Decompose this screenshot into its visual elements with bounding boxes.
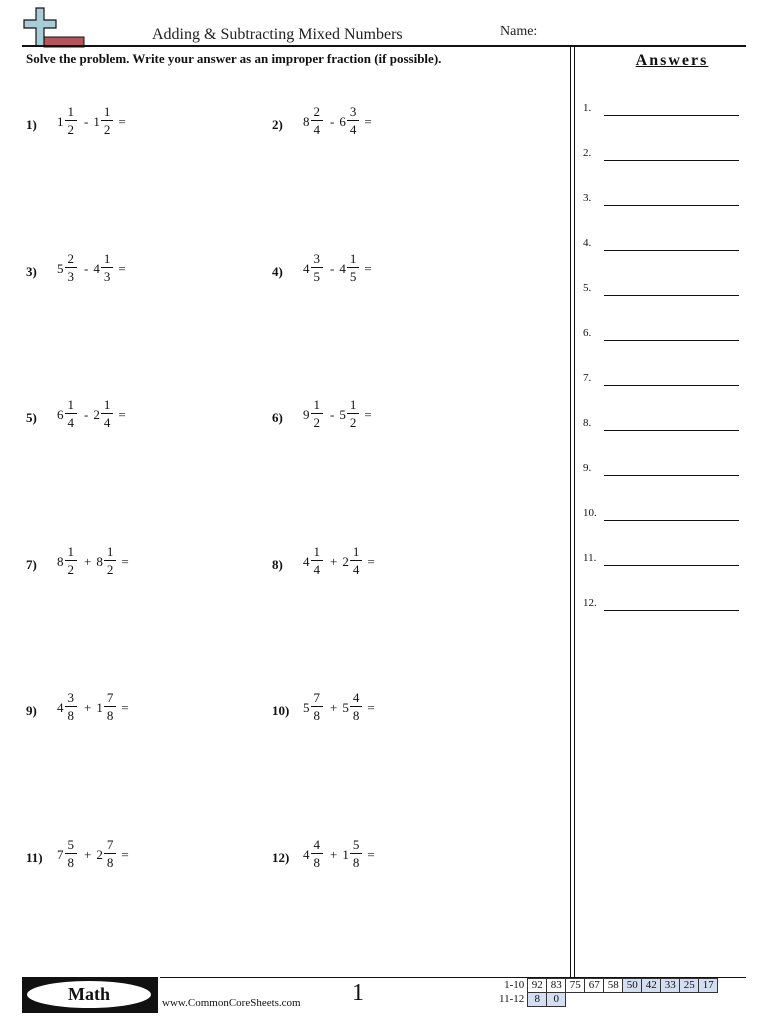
whole-number: 8 xyxy=(57,553,64,569)
fraction xyxy=(101,251,114,286)
score-cell: 75 xyxy=(566,979,585,993)
problem-number: 12) xyxy=(272,850,290,865)
score-cell: 25 xyxy=(680,979,699,993)
answer-row xyxy=(583,147,739,165)
fraction xyxy=(311,251,324,286)
fraction xyxy=(347,397,360,432)
first-mixed-number xyxy=(57,104,79,139)
operator: + xyxy=(330,553,338,569)
denominator: 2 xyxy=(349,415,357,430)
fraction xyxy=(104,837,117,872)
numerator: 3 xyxy=(67,690,74,705)
whole-number: 9 xyxy=(303,406,310,422)
fraction xyxy=(350,690,363,725)
answer-row xyxy=(583,462,739,480)
answer-number: 4. xyxy=(583,237,592,249)
first-mixed-number xyxy=(303,104,325,139)
problem-7 xyxy=(26,544,256,607)
numerator: 4 xyxy=(352,690,360,705)
second-mixed-number xyxy=(339,104,361,139)
operator: + xyxy=(84,699,92,715)
answer-number: 11. xyxy=(583,552,597,564)
denominator: 2 xyxy=(67,562,74,577)
second-mixed-number xyxy=(342,837,364,872)
equals-sign: = xyxy=(118,406,126,422)
answer-row xyxy=(583,597,739,615)
problem-number: 9) xyxy=(26,703,37,718)
problem-6 xyxy=(272,397,502,460)
whole-number: 1 xyxy=(57,113,64,129)
whole-number: 5 xyxy=(339,406,346,422)
numerator: 1 xyxy=(349,397,357,412)
whole-number: 8 xyxy=(96,553,103,569)
column-divider xyxy=(574,46,575,979)
numerator: 3 xyxy=(349,104,357,119)
score-cell: 42 xyxy=(642,979,661,993)
answer-blank[interactable] xyxy=(604,520,739,521)
expression xyxy=(57,837,134,872)
math-label: Math xyxy=(27,981,151,1008)
denominator: 2 xyxy=(313,415,320,430)
equals-sign: = xyxy=(118,113,126,129)
numerator: 1 xyxy=(106,544,114,559)
numerator: 1 xyxy=(103,251,111,266)
expression xyxy=(303,104,377,139)
denominator: 8 xyxy=(106,708,114,723)
operator: - xyxy=(84,113,89,129)
answer-number: 2. xyxy=(583,147,592,159)
score-cell: 0 xyxy=(547,993,566,1007)
answer-blank[interactable] xyxy=(604,295,739,296)
whole-number: 7 xyxy=(57,846,64,862)
answer-row xyxy=(583,282,739,300)
answer-number: 5. xyxy=(583,282,592,294)
problem-number: 3) xyxy=(26,264,37,279)
numerator: 7 xyxy=(313,690,320,705)
problem-number: 6) xyxy=(272,410,283,425)
answer-number: 10. xyxy=(583,507,597,519)
answer-number: 6. xyxy=(583,327,592,339)
denominator: 4 xyxy=(349,122,357,137)
answer-blank[interactable] xyxy=(604,610,739,611)
answer-number: 1. xyxy=(583,102,592,114)
whole-number: 6 xyxy=(57,406,64,422)
answer-number: 12. xyxy=(583,597,597,609)
score-cell: 17 xyxy=(699,979,718,993)
second-mixed-number xyxy=(93,104,115,139)
answer-number: 8. xyxy=(583,417,592,429)
equals-sign: = xyxy=(121,699,129,715)
second-mixed-number xyxy=(93,251,115,286)
second-mixed-number xyxy=(96,690,118,725)
numerator: 1 xyxy=(67,544,74,559)
problem-number: 10) xyxy=(272,703,290,718)
whole-number: 5 xyxy=(57,260,64,276)
problem-11 xyxy=(26,837,256,900)
denominator: 8 xyxy=(67,855,74,870)
fraction xyxy=(65,397,78,432)
score-cell: 8 xyxy=(528,993,547,1007)
denominator: 8 xyxy=(67,708,74,723)
fraction xyxy=(311,397,324,432)
operator: + xyxy=(84,846,92,862)
answer-blank[interactable] xyxy=(604,160,739,161)
problem-2 xyxy=(272,104,502,167)
fraction xyxy=(350,837,363,872)
fraction xyxy=(104,544,117,579)
whole-number: 8 xyxy=(303,113,310,129)
expression xyxy=(57,690,134,725)
fraction xyxy=(65,104,78,139)
fraction xyxy=(311,837,324,872)
answer-blank[interactable] xyxy=(604,430,739,431)
equals-sign: = xyxy=(367,846,375,862)
score-row xyxy=(497,993,718,1007)
operator: - xyxy=(330,406,335,422)
answer-number: 7. xyxy=(583,372,592,384)
equals-sign: = xyxy=(121,846,129,862)
fraction xyxy=(347,104,360,139)
whole-number: 2 xyxy=(93,406,100,422)
score-cell: 67 xyxy=(585,979,604,993)
expression xyxy=(303,251,377,286)
answer-row xyxy=(583,237,739,255)
denominator: 8 xyxy=(313,708,320,723)
answer-blank[interactable] xyxy=(604,475,739,476)
equals-sign: = xyxy=(367,699,375,715)
expression xyxy=(303,397,377,432)
whole-number: 1 xyxy=(96,699,103,715)
denominator: 8 xyxy=(352,855,360,870)
second-mixed-number xyxy=(339,397,361,432)
answer-blank[interactable] xyxy=(604,250,739,251)
problem-number: 1) xyxy=(26,117,37,132)
problem-10 xyxy=(272,690,502,753)
first-mixed-number xyxy=(303,837,325,872)
numerator: 1 xyxy=(352,544,360,559)
second-mixed-number xyxy=(96,837,118,872)
numerator: 1 xyxy=(313,397,320,412)
fraction xyxy=(350,544,363,579)
score-cell: 50 xyxy=(623,979,642,993)
score-row-label: 1-10 xyxy=(504,979,525,991)
denominator: 2 xyxy=(103,122,111,137)
problem-number: 5) xyxy=(26,410,37,425)
first-mixed-number xyxy=(303,397,325,432)
denominator: 4 xyxy=(67,415,74,430)
whole-number: 2 xyxy=(342,553,349,569)
fraction xyxy=(65,251,78,286)
whole-number: 6 xyxy=(339,113,346,129)
answer-number: 3. xyxy=(583,192,592,204)
fraction xyxy=(65,690,78,725)
whole-number: 4 xyxy=(339,260,346,276)
second-mixed-number xyxy=(342,690,364,725)
problem-9 xyxy=(26,690,256,753)
operator: - xyxy=(84,260,89,276)
answer-blank[interactable] xyxy=(604,205,739,206)
problem-number: 4) xyxy=(272,264,283,279)
answer-row xyxy=(583,192,739,210)
operator: - xyxy=(84,406,89,422)
numerator: 1 xyxy=(103,104,111,119)
operator: - xyxy=(330,260,335,276)
numerator: 1 xyxy=(67,104,74,119)
worksheet-title: Adding & Subtracting Mixed Numbers xyxy=(152,26,403,43)
whole-number: 4 xyxy=(303,260,310,276)
answer-row xyxy=(583,372,739,390)
problem-12 xyxy=(272,837,502,900)
numerator: 1 xyxy=(103,397,111,412)
problem-number: 11) xyxy=(26,850,43,865)
numerator: 1 xyxy=(349,251,357,266)
numerator: 7 xyxy=(106,837,114,852)
answer-number: 9. xyxy=(583,462,592,474)
answer-row xyxy=(583,552,739,570)
problem-5 xyxy=(26,397,256,460)
problem-8 xyxy=(272,544,502,607)
whole-number: 5 xyxy=(342,699,349,715)
expression xyxy=(303,544,380,579)
answers-title: Answers xyxy=(635,52,709,69)
problem-number: 7) xyxy=(26,557,37,572)
page-number: 1 xyxy=(352,980,364,1006)
problem-1 xyxy=(26,104,256,167)
fraction xyxy=(311,690,324,725)
fraction xyxy=(65,837,78,872)
denominator: 4 xyxy=(313,122,320,137)
denominator: 8 xyxy=(106,855,114,870)
denominator: 3 xyxy=(67,269,74,284)
equals-sign: = xyxy=(121,553,129,569)
numerator: 5 xyxy=(67,837,74,852)
second-mixed-number xyxy=(339,251,361,286)
whole-number: 4 xyxy=(303,553,310,569)
score-row-label: 11-12 xyxy=(499,993,525,1005)
score-cell: 92 xyxy=(528,979,547,993)
numerator: 7 xyxy=(106,690,114,705)
denominator: 5 xyxy=(313,269,320,284)
whole-number: 4 xyxy=(93,260,100,276)
second-mixed-number xyxy=(93,397,115,432)
expression xyxy=(57,544,134,579)
fraction xyxy=(65,544,78,579)
numerator: 2 xyxy=(67,251,74,266)
second-mixed-number xyxy=(96,544,118,579)
name-label: Name: xyxy=(500,24,538,39)
whole-number: 4 xyxy=(303,846,310,862)
first-mixed-number xyxy=(57,544,79,579)
first-mixed-number xyxy=(303,690,325,725)
problem-number: 8) xyxy=(272,557,283,572)
equals-sign: = xyxy=(367,553,375,569)
score-cell: 33 xyxy=(661,979,680,993)
expression xyxy=(57,397,131,432)
plus-minus-logo-icon xyxy=(22,6,88,48)
denominator: 2 xyxy=(106,562,114,577)
numerator: 3 xyxy=(313,251,320,266)
fraction xyxy=(311,104,324,139)
fraction xyxy=(347,251,360,286)
answer-row xyxy=(583,102,739,120)
denominator: 3 xyxy=(103,269,111,284)
denominator: 4 xyxy=(352,562,360,577)
denominator: 5 xyxy=(349,269,357,284)
answer-blank[interactable] xyxy=(604,565,739,566)
first-mixed-number xyxy=(303,251,325,286)
website-link[interactable]: www.CommonCoreSheets.com xyxy=(162,997,301,1009)
expression xyxy=(57,251,131,286)
numerator: 2 xyxy=(313,104,320,119)
answer-blank[interactable] xyxy=(604,385,739,386)
column-divider xyxy=(570,46,571,979)
equals-sign: = xyxy=(364,260,372,276)
fraction xyxy=(311,544,324,579)
first-mixed-number xyxy=(57,837,79,872)
header-rule xyxy=(22,45,746,47)
equals-sign: = xyxy=(364,113,372,129)
second-mixed-number xyxy=(342,544,364,579)
score-cell: 83 xyxy=(547,979,566,993)
numerator: 1 xyxy=(313,544,320,559)
expression xyxy=(57,104,131,139)
numerator: 4 xyxy=(313,837,320,852)
whole-number: 1 xyxy=(342,846,349,862)
denominator: 2 xyxy=(67,122,74,137)
numerator: 5 xyxy=(352,837,360,852)
whole-number: 1 xyxy=(93,113,100,129)
answer-row xyxy=(583,507,739,525)
answer-row xyxy=(583,327,739,345)
answer-blank[interactable] xyxy=(604,340,739,341)
operator: + xyxy=(330,699,338,715)
first-mixed-number xyxy=(303,544,325,579)
denominator: 4 xyxy=(103,415,111,430)
denominator: 8 xyxy=(313,855,320,870)
first-mixed-number xyxy=(57,251,79,286)
expression xyxy=(303,690,380,725)
expression xyxy=(303,837,380,872)
score-table xyxy=(497,978,718,1007)
operator: + xyxy=(84,553,92,569)
fraction xyxy=(101,397,114,432)
score-row xyxy=(497,979,718,993)
denominator: 4 xyxy=(313,562,320,577)
problem-3 xyxy=(26,251,256,314)
whole-number: 2 xyxy=(96,846,103,862)
numerator: 1 xyxy=(67,397,74,412)
problem-number: 2) xyxy=(272,117,283,132)
answer-row xyxy=(583,417,739,435)
first-mixed-number xyxy=(57,397,79,432)
instructions: Solve the problem. Write your answer as an improper fraction (if possible). xyxy=(26,51,442,66)
operator: - xyxy=(330,113,335,129)
equals-sign: = xyxy=(364,406,372,422)
whole-number: 4 xyxy=(57,699,64,715)
denominator: 8 xyxy=(352,708,360,723)
fraction xyxy=(104,690,117,725)
answer-blank[interactable] xyxy=(604,115,739,116)
operator: + xyxy=(330,846,338,862)
first-mixed-number xyxy=(57,690,79,725)
equals-sign: = xyxy=(118,260,126,276)
fraction xyxy=(101,104,114,139)
whole-number: 5 xyxy=(303,699,310,715)
problem-4 xyxy=(272,251,502,314)
score-cell: 58 xyxy=(604,979,623,993)
